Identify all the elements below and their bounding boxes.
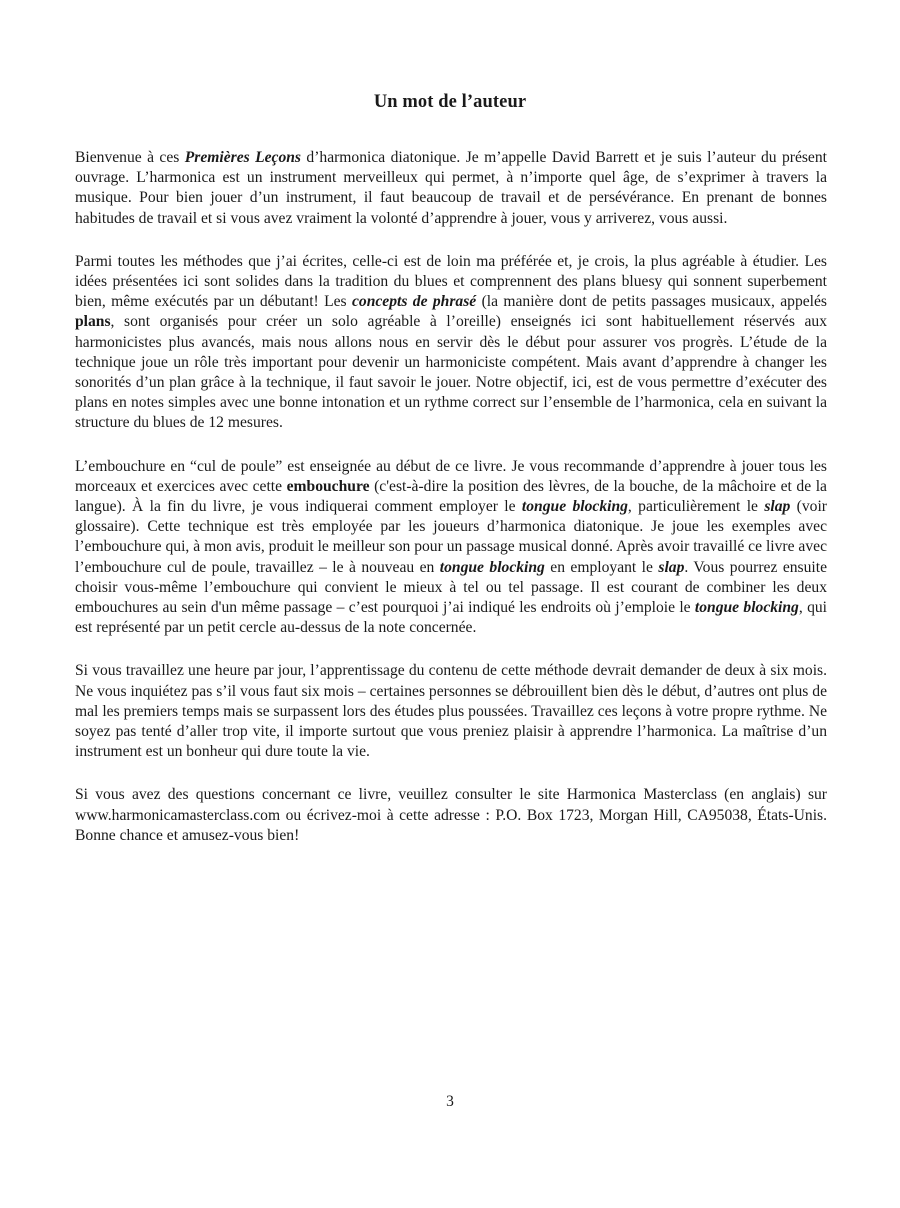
text-run: Si vous travaillez une heure par jour, l’apprentissage du contenu de cette méthode devrait demander de deux à six mois. Ne vous inquiétez pas s’il vous faut six mois – certaines personnes se débrouillent bien dès le début, d’autres ont plus de mal les premiers temps mais se surpassent lors des études plus poussées. Travaillez ces leçons à votre propre rythme. Ne soyez pas tenté d’aller trop vite, il importe surtout que vous preniez plaisir à apprendre l’harmonica. La maîtrise d’un instrument est un bonheur qui dure toute la vie. bbox=[75, 662, 827, 761]
paragraph-practice bbox=[75, 661, 827, 762]
text-run: Bienvenue à ces bbox=[75, 149, 185, 166]
text-run: Si vous avez des questions concernant ce livre, veuillez consulter le site Harmonica Masterclass (en anglais) sur www.harmonicamasterclass.com ou écrivez-moi à cette adresse : P.O. Box 1723, Morgan Hill, CA95038, États-Unis. Bonne chance et amusez-vous bien! bbox=[75, 786, 827, 844]
paragraph-embouchure bbox=[75, 457, 827, 639]
emphasis-text: concepts de phrasé bbox=[352, 293, 477, 311]
emphasis-text: Premières Leçons bbox=[184, 149, 301, 166]
page-title: Un mot de l’auteur bbox=[373, 92, 527, 112]
body-text bbox=[75, 148, 827, 869]
text-run: en employant le bbox=[544, 558, 659, 576]
text-run: . Vous pourrez ensuite choisir vous-même l’embouchure qui convient le mieux à tel ou tel passage. Il est courant de combiner les deux embouchures au sein d'un même passage – c’est pourquoi j’ai indiqué les endroits où j’emploie le bbox=[75, 558, 827, 617]
emphasis-text: slap bbox=[764, 498, 791, 516]
text-run: , qui est représenté par un petit cercle au-dessus de la note concernée. bbox=[75, 599, 827, 637]
paragraph-contact bbox=[75, 785, 827, 846]
emphasis-text: tongue blocking bbox=[694, 599, 799, 617]
text-run: (c'est-à-dire la position des lèvres, de la bouche, de la mâchoire et de la langue). À la fin du livre, je vous indiquerai comment employer le bbox=[75, 477, 827, 516]
emphasis-text: embouchure bbox=[286, 477, 370, 495]
emphasis-text: tongue blocking bbox=[521, 498, 628, 516]
paragraph-methods bbox=[75, 252, 827, 434]
emphasis-text: tongue blocking bbox=[439, 558, 545, 576]
text-run: d’harmonica diatonique. Je m’appelle David Barrett et je suis l’auteur du présent ouvrage. L’harmonica est un instrument merveilleux qui permet, à n’importe quel âge, de s’exprimer à travers la musique. Pour bien jouer d’un instrument, il faut beaucoup de travail et de persévérance. En prenant de bonnes habitudes de travail et si vous avez vraiment la volonté d’apprendre à jouer, vous y arriverez, vous aussi. bbox=[75, 149, 827, 227]
emphasis-text: plans bbox=[75, 313, 111, 331]
emphasis-text: slap bbox=[658, 558, 685, 576]
page-number: 3 bbox=[446, 1093, 454, 1110]
text-run: (voir glossaire). Cette technique est très employée par les joueurs d’harmonica diatonique. Je joue les exemples avec l’embouchure qui, à mon avis, produit le meilleur son pour un passage musical donné. Après avoir travaillé ce livre avec l’embouchure cul de poule, travaillez – le à nouveau en bbox=[75, 498, 827, 576]
text-run: , particulièrement le bbox=[627, 498, 765, 516]
text-run: L’embouchure en “cul de poule” est enseignée au début de ce livre. Je vous recommande d’apprendre à jouer tous les morceaux et exercices avec cette bbox=[75, 457, 827, 495]
paragraph-welcome bbox=[75, 148, 827, 229]
text-run: , sont organisés pour créer un solo agréable à l’oreille) enseignés ici sont habituellement réservés aux harmonicistes plus avancés, mais nous allons nous en servir dès le début pour assurer vos progrès. L’étude de la technique joue un rôle très important pour devenir un harmoniciste compétent. Mais avant d’apprendre à changer les sonorités d’un plan grâce à la technique, il faut savoir le jouer. Notre objectif, ici, est de vous permettre d’exécuter des plans en notes simples avec une bonne intonation et un rythme correct sur l’ensemble de l’harmonica, cela en suivant la structure du blues de 12 mesures. bbox=[75, 313, 827, 432]
text-run: (la manière dont de petits passages musicaux, appelés bbox=[476, 293, 827, 311]
text-run: Parmi toutes les méthodes que j’ai écrites, celle-ci est de loin ma préférée et, je crois, la plus agréable à étudier. Les idées présentées ici sont solides dans la tradition du blues et comprennent des plans bluesy qui sonnent superbement bien, même exécutés par un débutant! Les bbox=[75, 252, 827, 311]
